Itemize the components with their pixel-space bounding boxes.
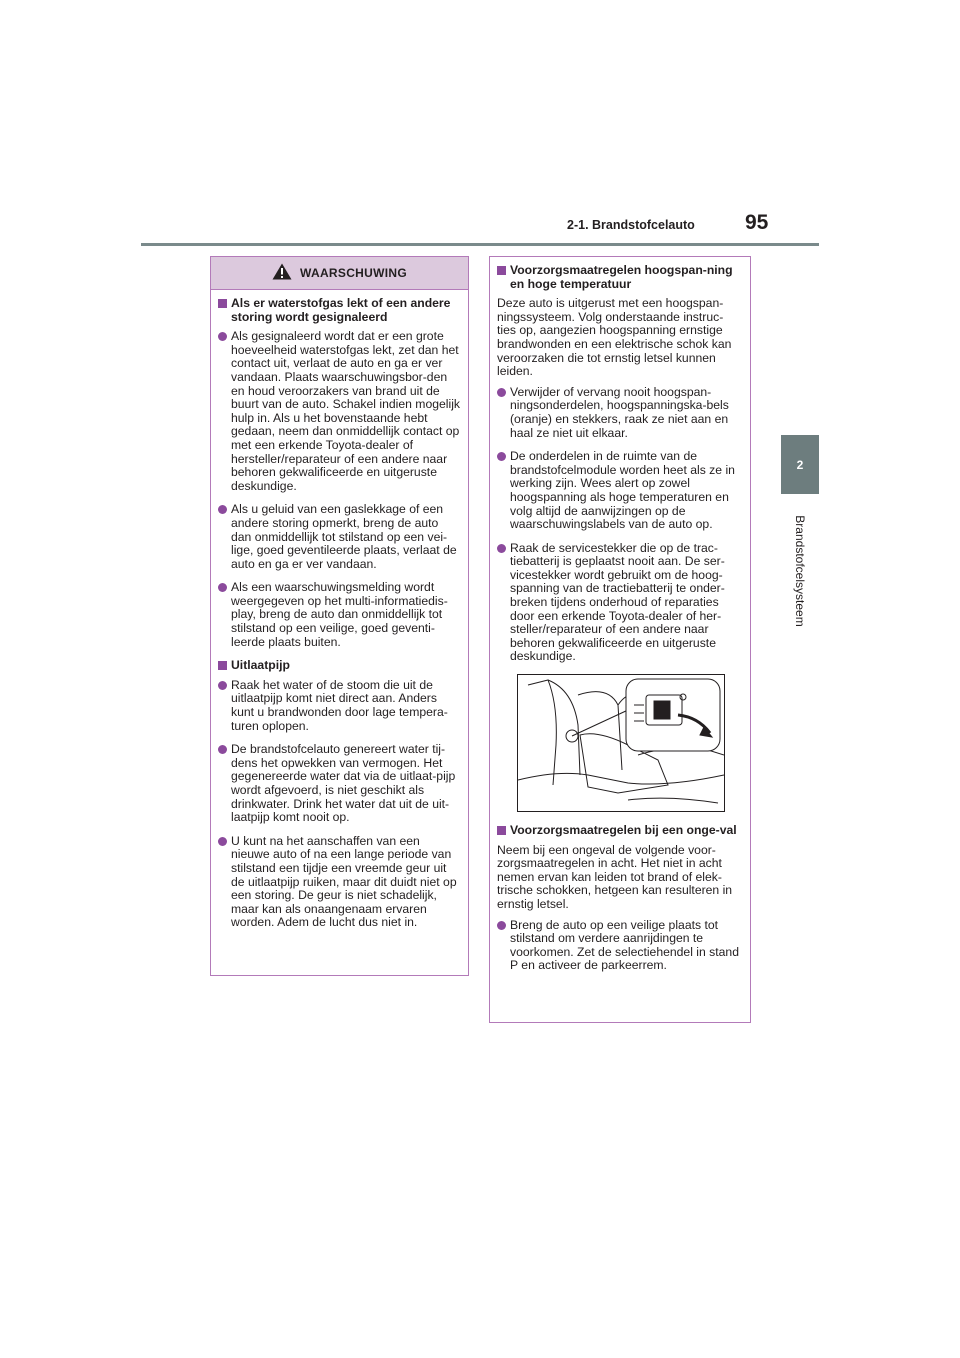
- chapter-tab: [781, 435, 819, 494]
- section-title: 2-1. Brandstofcelauto: [567, 218, 695, 232]
- header-rule: [141, 243, 819, 246]
- chapter-label-text: Brandstofcelsysteem: [793, 515, 807, 627]
- warning-content: [211, 290, 468, 930]
- bullet-item: Verwijder of vervang nooit hoogspan-ningsonderdelen, hoogspanningska-bels (oranje) en stekkers, raak ze niet aan en haal ze niet uit elkaar.: [497, 386, 742, 440]
- chapter-label: [783, 504, 817, 638]
- warning-box: [210, 256, 469, 976]
- section-heading: Als er waterstofgas lekt of een andere storing wordt gesignaleerd: [218, 297, 460, 324]
- page-number: 95: [745, 211, 769, 234]
- bullet-item: Breng de auto op een veilige plaats tot stilstand om verdere aanrijdingen te voorkomen. Zet de selectiehendel in stand P en activeer de parkeerrem.: [497, 919, 742, 973]
- right-column-box: [489, 256, 751, 1023]
- service-plug-illustration: [517, 674, 725, 812]
- bullet-item: U kunt na het aanschaffen van een nieuwe auto of na een lange periode van stilstand een tijdje een vreemde geur uit de uitlaatpijp ruiken, maar dit duidt niet op een storing. De geur is niet schadelijk, maar kan als onaangenaam ervaren worden. Adem de lucht dus niet in.: [218, 835, 460, 930]
- bullet-item: Raak het water of de stoom die uit de uitlaatpijp komt niet direct aan. Anders kunt u brandwonden door lage tempera-turen oplopen.: [218, 679, 460, 733]
- bullet-item: Raak de servicestekker die op de trac-tiebatterij is geplaatst nooit aan. De ser-vicestekker wordt gebruikt om de hoog-spanning van de tractiebatterij te onder-breken tijdens onderhoud of reparaties door een erkende Toyota-dealer of her-steller/reparateur of een andere naar behoren gekwalificeerde en uitgeruste deskundige.: [497, 542, 742, 664]
- bullet-item: De onderdelen in de ruimte van de brandstofcelmodule worden heet als ze in werking zijn. Wees alert op zowel hoogspanning als hoge temperaturen en volg altijd de aanwijzingen op de waarschuwingslabels van de auto op.: [497, 450, 742, 532]
- bullet-item: De brandstofcelauto genereert water tij-dens het opwekken van vermogen. Het gegenereerde water dat via de uitlaat-pijp wordt afgevoerd, is niet geschikt als drinkwater. Drink het water dat uit de uit-laatpijp komt nooit op.: [218, 743, 460, 825]
- chapter-tab-number: 2: [796, 457, 804, 472]
- bullet-item: Als u geluid van een gaslekkage of een andere storing opmerkt, breng de auto dan onmiddellijk tot stilstand op een vei-lige, goed geventileerde plaats, verlaat de auto en ga er ver vandaan.: [218, 503, 460, 571]
- section-heading: Voorzorgsmaatregelen bij een onge-val: [497, 824, 742, 838]
- paragraph: Deze auto is uitgerust met een hoogspan-ningssysteem. Volg onderstaande instruc-ties op, aangezien hoogspanning ernstige brandwonden en een elektrische schok kan veroorzaken die tot ernstig letsel kunnen leiden.: [497, 296, 732, 379]
- warning-header: [211, 257, 468, 290]
- paragraph: Neem bij een ongeval de volgende voor-zorgsmaatregelen in acht. Het niet in acht nemen ervan kan leiden tot brand of elek-trische schokken, hetgeen kan resulteren in ernstig letsel.: [497, 842, 733, 911]
- bullet-item: Als gesignaleerd wordt dat er een grote hoeveelheid waterstofgas lekt, zet dan het contact uit, verlaat de auto en ga er ver vandaan. Plaats waarschuwingsbor-den en houd veroorzakers van brand uit de buurt van de auto. Schakel indien mogelijk hulp in. Als u het bovenstaande hebt gedaan, neem dan onmiddellijk contact op met een erkende Toyota-dealer of hersteller/reparateur of een andere naar behoren gekwalificeerde en uitgeruste deskundige.: [218, 330, 460, 493]
- right-blocks-bottom: [497, 824, 742, 973]
- bullet-item: Als een waarschuwingsmelding wordt weergegeven op het multi-informatiedis-play, breng de auto dan onmiddellijk tot stilstand op een veilige, goed geventi-leerde plaats buiten.: [218, 581, 460, 649]
- right-content: [490, 257, 750, 973]
- section-heading: Voorzorgsmaatregelen hoogspan-ning en hoge temperatuur: [497, 264, 742, 291]
- warning-title: WAARSCHUWING: [300, 266, 407, 280]
- section-heading: Uitlaatpijp: [218, 659, 460, 673]
- right-blocks-top: [497, 264, 742, 664]
- warning-triangle-icon: [272, 263, 292, 283]
